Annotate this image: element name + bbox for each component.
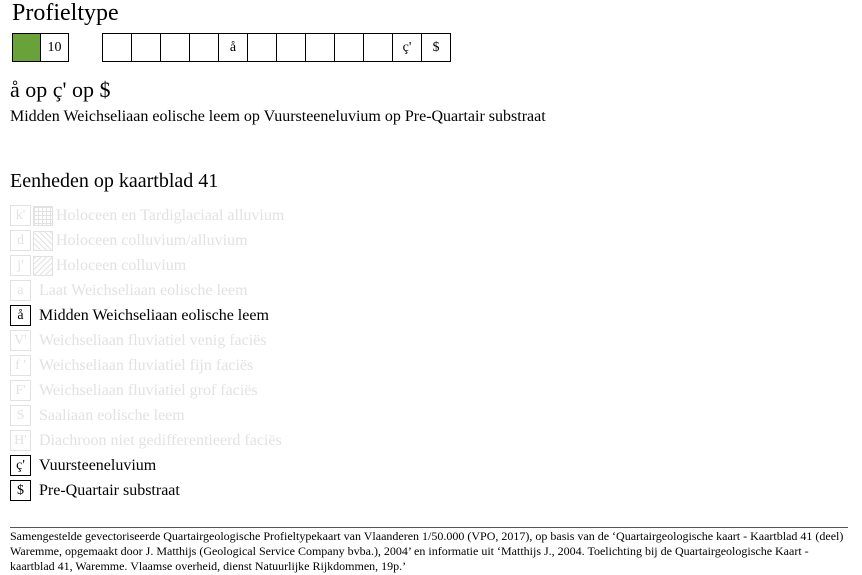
layer-cell [160, 33, 190, 62]
profile-formula: å op ç' op $ [10, 77, 111, 102]
layer-cell [305, 33, 335, 62]
unit-label: Diachroon niet gedifferentieerd faciës [39, 431, 282, 449]
legend-item [10, 303, 284, 328]
unit-label: Holoceen colluvium/alluvium [56, 231, 248, 249]
unit-pattern-swatch [33, 206, 53, 226]
legend-item [10, 278, 284, 303]
unit-label: Holoceen en Tardiglaciaal alluvium [56, 206, 285, 224]
unit-code-box: d [10, 230, 31, 251]
unit-code-box: S [10, 405, 31, 426]
profile-type-number: 10 [40, 33, 69, 62]
profile-color-swatch [12, 33, 41, 62]
unit-label: Vuursteeneluvium [39, 456, 157, 474]
unit-code-box: k' [10, 205, 31, 226]
source-footnote: Samengestelde gevectoriseerde Quartairgeologische Profieltypekaart van Vlaanderen 1/50.000 (VPO, 2017), op basis van de ‘Quartairgeologische kaart - Kaartblad 41 (deel) Waremme, opgemaakt door J. Matthijs (Geological Service Company bvba.), 2004’ en informatie uit ‘Matthijs J., 2004. Toelichting bij de Quartairgeologische Kaart - kaartblad 41, Waremme. Vlaamse overheid, dienst Natuurlijke Rijkdommen, 19p.’ [10, 529, 844, 573]
layer-cell [247, 33, 277, 62]
unit-code-box: V' [10, 330, 31, 351]
unit-code-box: $ [10, 480, 31, 501]
layer-cell [189, 33, 219, 62]
footer-divider [10, 527, 848, 528]
unit-label: Saaliaan eolische leem [39, 406, 185, 424]
unit-code-box: F' [10, 380, 31, 401]
unit-label: Laat Weichseliaan eolische leem [39, 281, 248, 299]
unit-pattern-swatch [33, 256, 53, 276]
unit-label: Weichseliaan fluviatiel fijn faciës [39, 356, 254, 374]
legend-item [10, 478, 284, 503]
units-title: Eenheden op kaartblad 41 [10, 170, 219, 192]
unit-code-box: a [10, 280, 31, 301]
unit-code-box: å [10, 305, 31, 326]
layer-cell [363, 33, 393, 62]
layer-cell [131, 33, 161, 62]
unit-code-box: f ' [10, 355, 31, 376]
layer-cell: $ [421, 33, 451, 62]
legend-item [10, 378, 284, 403]
layer-cell: å [218, 33, 248, 62]
unit-label: Pre-Quartair substraat [39, 481, 180, 499]
layer-cell [334, 33, 364, 62]
legend-item [10, 328, 284, 353]
legend-item [10, 428, 284, 453]
unit-pattern-swatch [33, 231, 53, 251]
unit-label: Holoceen colluvium [56, 256, 187, 274]
profile-type-indicator [12, 33, 69, 62]
legend-item [10, 228, 284, 253]
unit-label: Weichseliaan fluviatiel venig faciës [39, 331, 267, 349]
legend-item [10, 353, 284, 378]
layer-cell [102, 33, 132, 62]
profile-title: Profieltype [12, 0, 119, 26]
unit-label: Midden Weichseliaan eolische leem [39, 306, 269, 324]
layer-strip [102, 33, 451, 62]
layer-cell [276, 33, 306, 62]
unit-code-box: H' [10, 430, 31, 451]
unit-label: Weichseliaan fluviatiel grof faciës [39, 381, 258, 399]
legend-item [10, 403, 284, 428]
unit-code-box: ç' [10, 455, 31, 476]
unit-code-box: j' [10, 255, 31, 276]
legend-item [10, 453, 284, 478]
legend-item [10, 253, 284, 278]
layer-cell: ç' [392, 33, 422, 62]
units-legend [10, 203, 284, 503]
legend-item [10, 203, 284, 228]
profile-description: Midden Weichseliaan eolische leem op Vuursteeneluvium op Pre-Quartair substraat [10, 108, 546, 125]
